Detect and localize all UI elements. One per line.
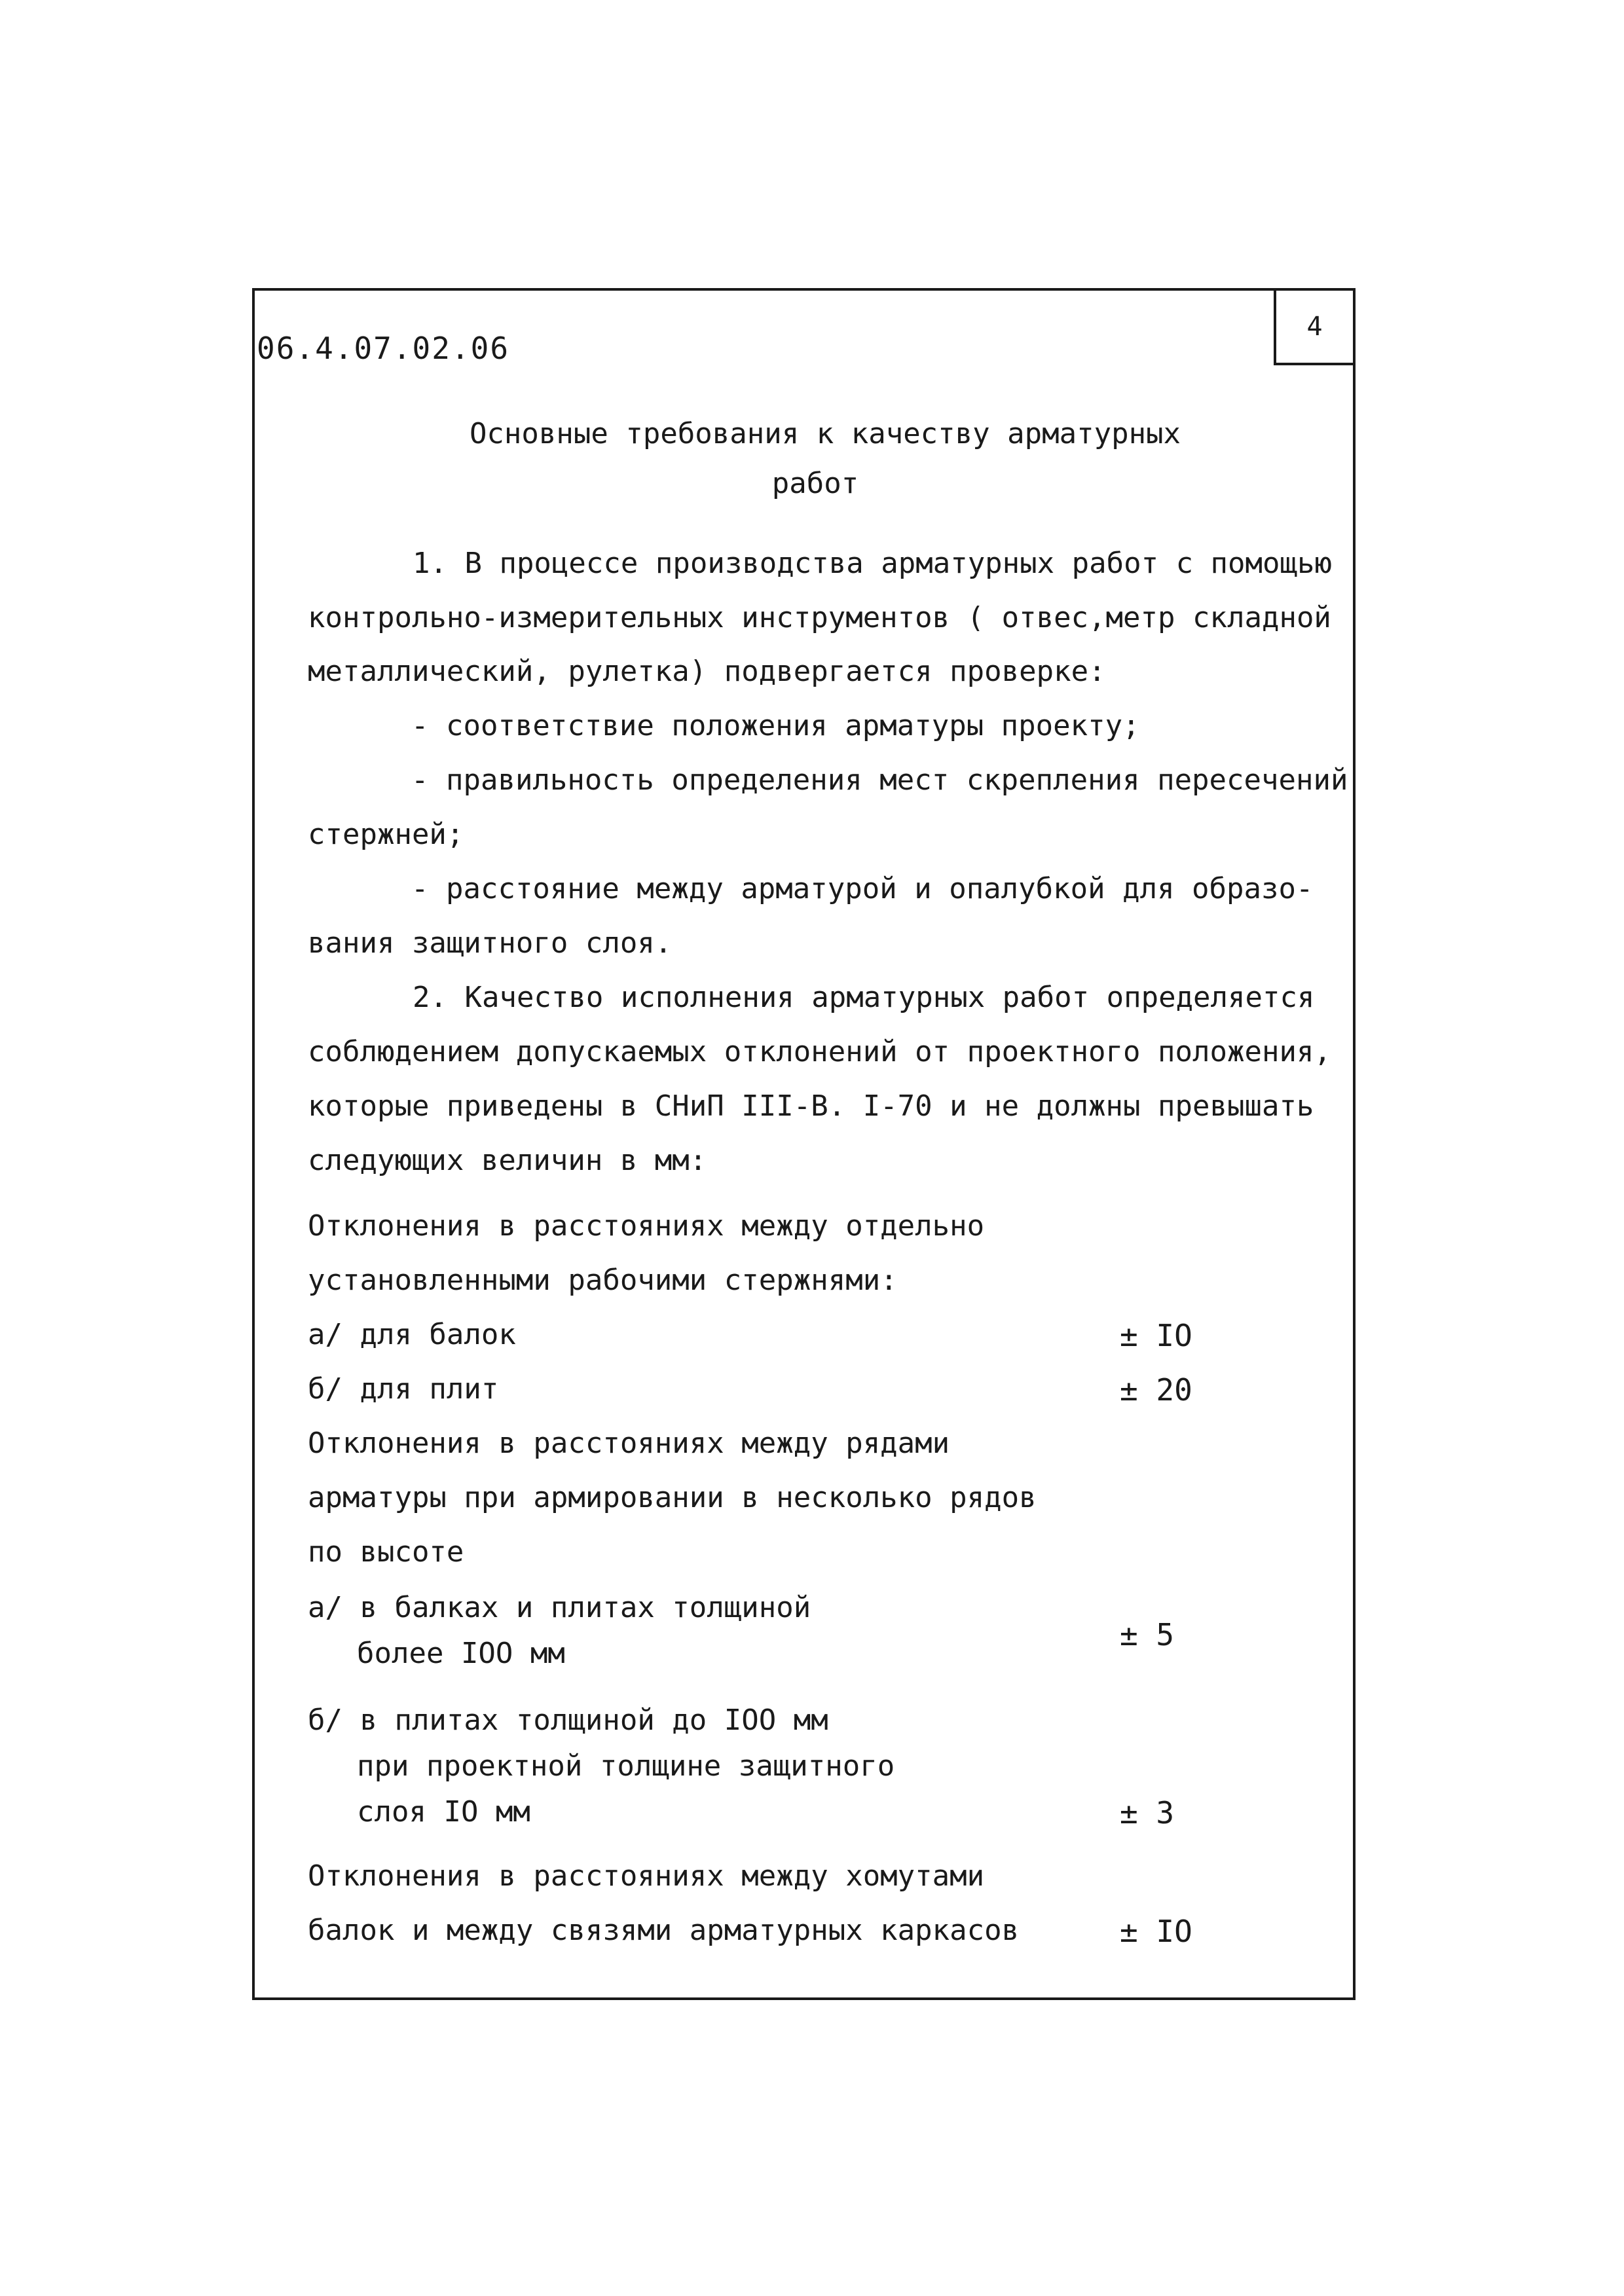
para1-line-2: контрольно-измерительных инструментов ( отвес,метр складной (308, 601, 1331, 634)
tolerance-group2-line-1: Отклонения в расстояниях между рядами (308, 1427, 950, 1460)
tolerance-group3-line-1: Отклонения в расстояниях между хомутами (308, 1859, 985, 1893)
check-item-3-cont: вания защитного слоя. (308, 926, 673, 960)
tolerance-group2-line-3: по высоте (308, 1535, 464, 1569)
title-line-1: Основные требования к качеству арматурных (469, 417, 1181, 450)
tolerance-item-value: ± IO (1120, 1914, 1192, 1949)
check-item-2-cont: стержней; (308, 818, 464, 851)
tolerance-item-value: ± IO (1120, 1318, 1192, 1353)
page-title (0, 409, 1624, 509)
tolerance-item-label: при проектной толщине защитного (357, 1749, 895, 1783)
para2-line-1: 2. Качество исполнения арматурных работ определяется (413, 981, 1315, 1014)
tolerance-item-value: ± 3 (1120, 1795, 1175, 1831)
tolerance-item-label: а/ в балках и плитах толщиной (308, 1591, 811, 1624)
tolerance-group3-line-2: балок и между связями арматурных каркасов (308, 1914, 1020, 1947)
tolerance-item-label: а/ для балок (308, 1318, 516, 1351)
tolerance-item-value: ± 20 (1120, 1372, 1192, 1408)
para1-line-3: металлический, рулетка) подвергается проверке: (308, 655, 1106, 688)
check-item-3: - расстояние между арматурой и опалубкой для образо- (411, 872, 1314, 905)
page-number: 4 (1306, 312, 1323, 342)
tolerance-group1-line-1: Отклонения в расстояниях между отдельно (308, 1209, 985, 1243)
check-item-2: - правильность определения мест скрепления пересечений (411, 763, 1348, 797)
tolerance-group2-line-2: арматуры при армировании в несколько рядов (308, 1481, 1037, 1514)
tolerance-item-label: более IOO мм (357, 1637, 565, 1670)
page-number-box (1274, 288, 1356, 365)
tolerance-group1-line-2: установленными рабочими стержнями: (308, 1264, 898, 1297)
para1-line-1: 1. В процессе производства арматурных работ с помощью (413, 547, 1332, 580)
tolerance-item-value: ± 5 (1120, 1617, 1175, 1652)
check-item-1: - соответствие положения арматуры проекту; (411, 709, 1140, 742)
tolerance-item-label: слоя IO мм (357, 1795, 530, 1829)
document-code: 06.4.07.02.06 (257, 331, 510, 366)
para2-line-3: которые приведены в СНиП III-В. I-70 и не должны превышать (308, 1089, 1314, 1123)
tolerance-item-label: б/ в плитах толщиной до IOO мм (308, 1704, 828, 1737)
tolerance-item-label: б/ для плит (308, 1372, 499, 1406)
title-line-2: работ (771, 467, 859, 500)
para2-line-2: соблюдением допускаемых отклонений от проектного положения, (308, 1035, 1331, 1068)
para2-line-4: следующих величин в мм: (308, 1144, 707, 1177)
